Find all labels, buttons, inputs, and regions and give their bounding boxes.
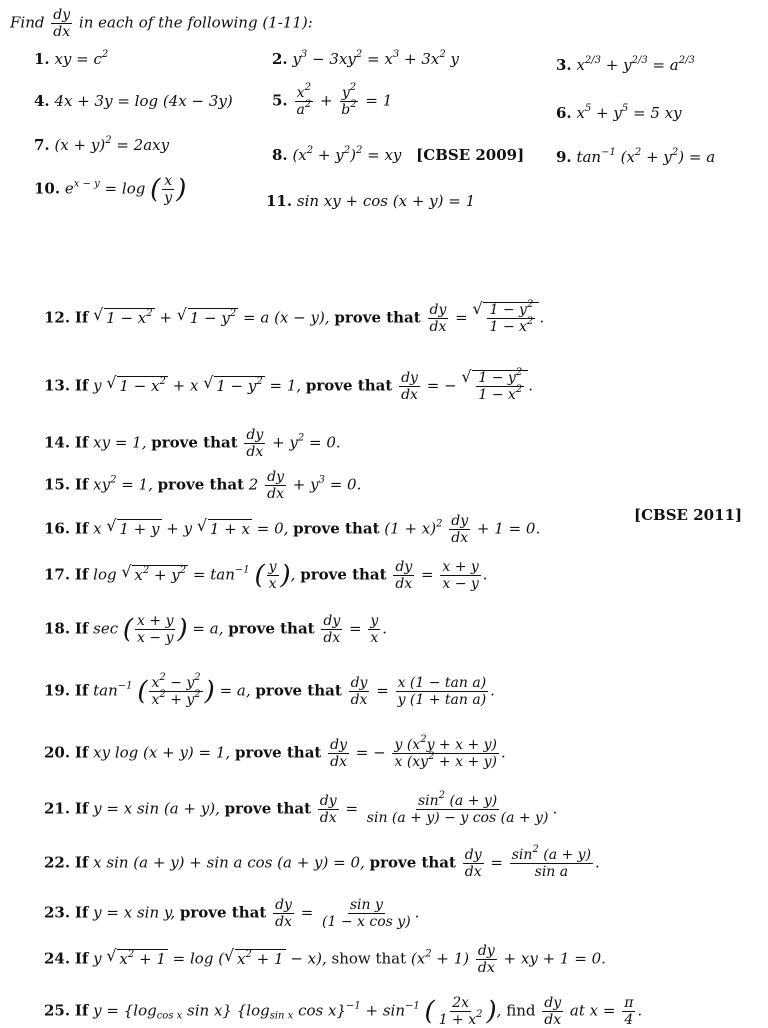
problem-12-number: 12. <box>44 308 71 327</box>
problem-12: 12. If √ $1 - x^2$ + √ $1 - y^2 = a$ (x − y), prove that $\frac{dy}{dx}$ = √ $\frac{1 - y^2}{1 - x^2}$ . <box>44 302 544 334</box>
problem-25: 25. If $y = \{\log_{cos x}$ sin x} {$\log_{sin x}$ $\cos x\}^{-1} + \sin^{-1}$ ( $\frac{2x}{1 + x^2}$ ), find $\frac{dy}{dx}$ at x = $\frac{\pi}{4}$ . <box>44 995 643 1028</box>
problem-15-number: 15. <box>44 475 71 494</box>
problem-23-number: 23. <box>44 903 71 922</box>
problem-10: 10. $e^{x - y} = \log$ ( $\frac{x}{y}$ ) <box>34 173 187 206</box>
problem-3-number: 3. <box>556 56 572 74</box>
problem-5: 5. $\frac{x^2}{a^2}$ + $\frac{y^2}{b^2}$ = 1 <box>272 82 393 118</box>
problem-2: 2. $y^3 - 3xy^2 = x^3 + 3x^2$ y <box>272 49 459 68</box>
problem-15: 15. If $xy^2 = 1$, prove that 2 $\frac{dy}{dx}$ + $y^3 = 0$. <box>44 469 362 502</box>
problem-8: 8. $(x^2 + y^2)^2$ = xy [CBSE 2009] <box>272 145 525 164</box>
problem-6: 6. $x^5 + y^5 = 5$ xy <box>556 103 682 122</box>
problem-24-number: 24. <box>44 949 71 968</box>
problem-20-number: 20. <box>44 743 71 762</box>
problem-17-number: 17. <box>44 565 71 584</box>
problem-20: 20. If xy log (x + y) = 1, prove that $\frac{dy}{dx}$ = − $\frac{y (x^2y + x + y)}{x (xy^2 + x + y)}$ . <box>44 734 506 770</box>
problem-8-source-tag: [CBSE 2009] <box>416 146 525 164</box>
problem-13: 13. If y √ $1 - x^2 + x$ √ $1 - y^2 = 1$, prove that $\frac{dy}{dx}$ = − √ $\frac{1 - y^2}{1 - x^2}$ . <box>44 370 533 402</box>
problem-16: 16. If x √ 1 + y + y √ 1 + x = 0, prove that $(1 + x)^2$ $\frac{dy}{dx}$ + 1 = 0. <box>44 514 540 545</box>
problem-8-number: 8. <box>272 146 288 164</box>
problem-14-number: 14. <box>44 433 71 452</box>
instructions-header: Find $\frac{dy}{dx}$ in each of the following (1-11): <box>10 7 313 40</box>
problem-21: 21. If y = x sin (a + y), prove that $\frac{dy}{dx}$ = $\frac{\sin^2 (a + y)}{\text{sin (a + y) − y cos (a + y)}}$ . <box>44 790 558 826</box>
problem-7: 7. $(x + y)^2 = 2axy$ <box>34 135 170 154</box>
problem-19: 19. If $\tan^{-1}$ ( $\frac{x^2 - y^2}{x^2 + y^2}$ ) = a, prove that $\frac{dy}{dx}$ = $\frac{\text{x (1 − tan a)}}{\text{y (1 + tan a)}}$ . <box>44 672 495 708</box>
problem-11-number: 11. <box>266 192 293 210</box>
problem-24: 24. If y √ $x^2 + 1 = \log$ (√ $x^2 + 1 - x$), show that $(x^2 + 1)$ $\frac{dy}{dx}$ + xy + 1 = 0. <box>44 944 606 975</box>
problem-22-number: 22. <box>44 853 71 872</box>
problem-9: 9. $\tan^{-1} (x^2 + y^2) = a$ <box>556 147 716 166</box>
problem-18-number: 18. <box>44 619 71 638</box>
problem-18: 18. If sec ( $\frac{x + y}{x - y}$ ) = a, prove that $\frac{dy}{dx}$ = $\frac{y}{x}$ . <box>44 613 388 646</box>
problem-17: 17. If log √ $x^2 + y^2 = \tan^{-1}$ ( $\frac{y}{x}$ ), prove that $\frac{dy}{dx}$ = $\frac{x + y}{x - y}$ . <box>44 560 488 591</box>
problem-1-number: 1. <box>34 50 50 68</box>
problem-11: 11. sin xy + cos (x + y) = 1 <box>266 192 476 210</box>
problem-16-source-tag: [CBSE 2011] <box>634 506 743 524</box>
problem-10-number: 10. <box>34 179 61 198</box>
problem-19-number: 19. <box>44 681 71 700</box>
problem-3: 3. $x^{2/3} + y^{2/3} = a^{2/3}$ <box>556 55 695 74</box>
problem-16-number: 16. <box>44 519 71 538</box>
problem-14: 14. If xy = 1, prove that $\frac{dy}{dx}$ + $y^2 = 0$. <box>44 427 341 460</box>
problem-6-number: 6. <box>556 104 572 122</box>
problem-4: 4. 4x + 3y = log (4x − 3y) <box>34 92 233 110</box>
problem-21-number: 21. <box>44 799 71 818</box>
problem-13-number: 13. <box>44 376 71 395</box>
problem-2-number: 2. <box>272 50 288 68</box>
problem-25-number: 25. <box>44 1001 71 1020</box>
problem-1: 1. xy = $c^2$ <box>34 49 109 68</box>
problem-22: 22. If x sin (a + y) + sin a cos (a + y) = 0, prove that $\frac{dy}{dx}$ = $\frac{\sin^2 (a + y)}{\text{sin a}}$ . <box>44 844 600 880</box>
problem-7-number: 7. <box>34 136 50 154</box>
problem-5-number: 5. <box>272 91 288 110</box>
problem-4-number: 4. <box>34 92 50 110</box>
problem-23: 23. If y = x sin y, prove that $\frac{dy}{dx}$ = $\frac{\text{sin y}}{\text{(1 − x cos y)}}$ . <box>44 897 420 930</box>
problem-9-number: 9. <box>556 148 572 166</box>
